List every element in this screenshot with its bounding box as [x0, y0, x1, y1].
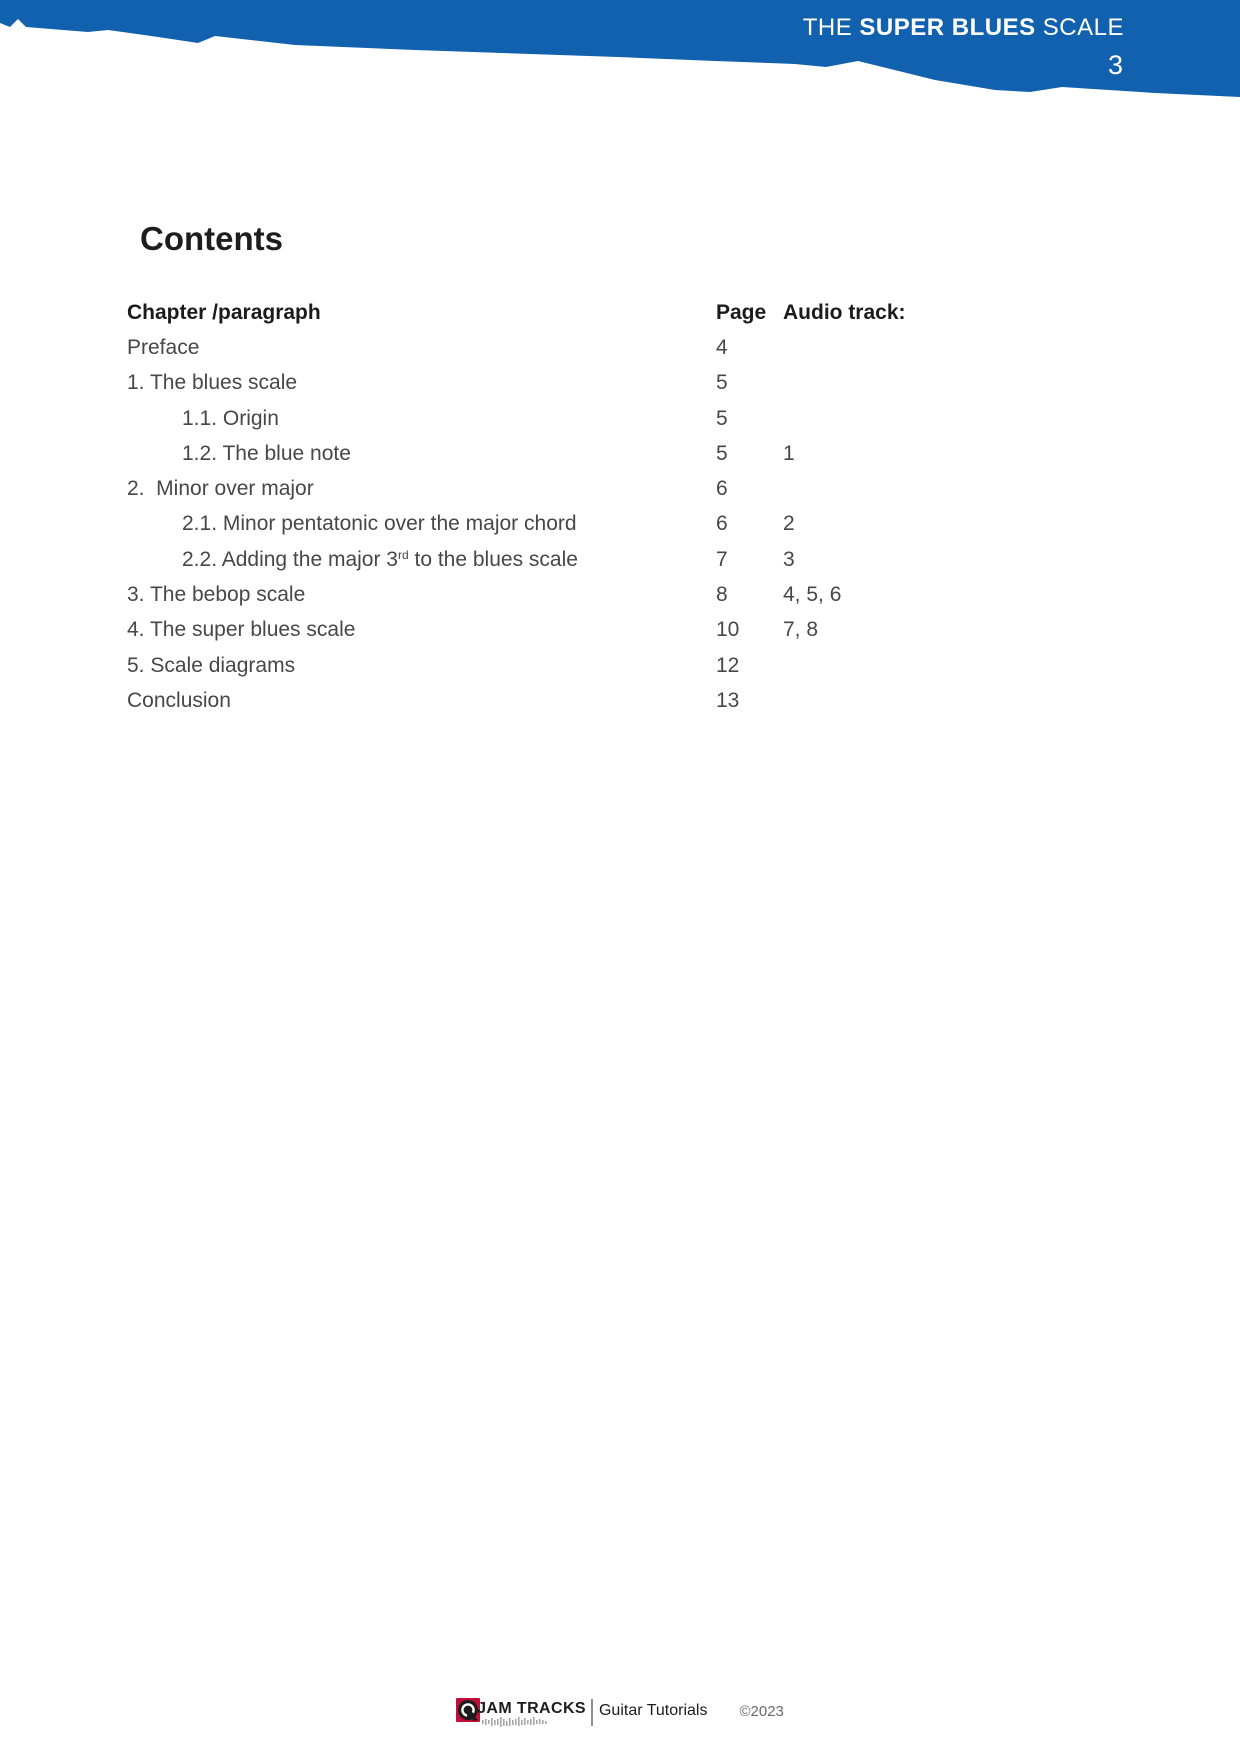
copyright-text: ©2023 — [739, 1703, 784, 1720]
toc-entry-page: 12 — [716, 653, 740, 677]
title-pre: THE — [802, 14, 860, 41]
waveform-icon — [482, 1717, 548, 1727]
toc-entry-page: 4 — [716, 335, 728, 359]
brand-name: JAM TRACKS — [477, 1700, 586, 1717]
toc-entry-page: 5 — [716, 441, 728, 465]
page-number: 3 — [1107, 50, 1123, 80]
brand-block — [477, 1700, 586, 1727]
toc-entry-label: 3. The bebop scale — [127, 583, 306, 607]
toc-row — [127, 648, 1117, 683]
toc-entry-page: 5 — [716, 371, 728, 395]
toc-entry-label: 1.1. Origin — [182, 406, 279, 430]
table-of-contents — [127, 295, 1117, 719]
toc-row — [127, 613, 1117, 648]
toc-entry-audio-track: 7, 8 — [783, 618, 819, 642]
toc-entry-label: Conclusion — [127, 688, 231, 712]
toc-entry-page: 7 — [716, 547, 728, 571]
toc-entry-label: 2.2. Adding the major 3rd to the blues scale — [182, 547, 578, 571]
header-band — [0, 0, 1240, 105]
toc-row — [127, 366, 1117, 401]
toc-row — [127, 436, 1117, 471]
toc-entry-label: 1.2. The blue note — [182, 441, 351, 465]
column-header-audio: Audio track: — [783, 300, 906, 324]
toc-header-row — [127, 295, 1117, 330]
toc-entry-page: 10 — [716, 618, 740, 642]
brand-tagline: Guitar Tutorials — [598, 1702, 708, 1719]
title-bold: SUPER BLUES — [859, 14, 1036, 41]
toc-entry-page: 5 — [716, 406, 728, 430]
footer — [0, 1698, 1240, 1727]
contents-heading: Contents — [140, 220, 283, 257]
toc-entry-label: 1. The blues scale — [127, 371, 298, 395]
toc-row — [127, 507, 1117, 542]
column-header-page: Page — [716, 300, 767, 324]
toc-entry-audio-track: 4, 5, 6 — [783, 583, 842, 607]
toc-entry-label: 2.1. Minor pentatonic over the major chord — [182, 512, 577, 536]
column-header-chapter: Chapter /paragraph — [127, 300, 321, 324]
toc-row — [127, 471, 1117, 506]
footer-divider — [591, 1699, 593, 1726]
toc-entry-page: 8 — [716, 583, 728, 607]
toc-entry-audio-track: 1 — [783, 441, 795, 465]
toc-rows — [127, 330, 1117, 718]
toc-entry-page: 13 — [716, 688, 740, 712]
toc-entry-label: 2. Minor over major — [127, 477, 314, 501]
toc-entry-label: 5. Scale diagrams — [127, 653, 296, 677]
document-title — [803, 14, 1124, 42]
toc-entry-audio-track: 3 — [783, 547, 795, 571]
toc-row — [127, 401, 1117, 436]
toc-entry-label: 4. The super blues scale — [127, 618, 356, 642]
toc-row — [127, 542, 1117, 577]
toc-row — [127, 683, 1117, 718]
toc-row — [127, 577, 1117, 612]
toc-row — [127, 330, 1117, 365]
toc-entry-label: Preface — [127, 335, 200, 359]
toc-entry-audio-track: 2 — [783, 512, 795, 536]
title-post: SCALE — [1035, 14, 1124, 41]
toc-entry-page: 6 — [716, 477, 728, 501]
toc-entry-page: 6 — [716, 512, 728, 536]
